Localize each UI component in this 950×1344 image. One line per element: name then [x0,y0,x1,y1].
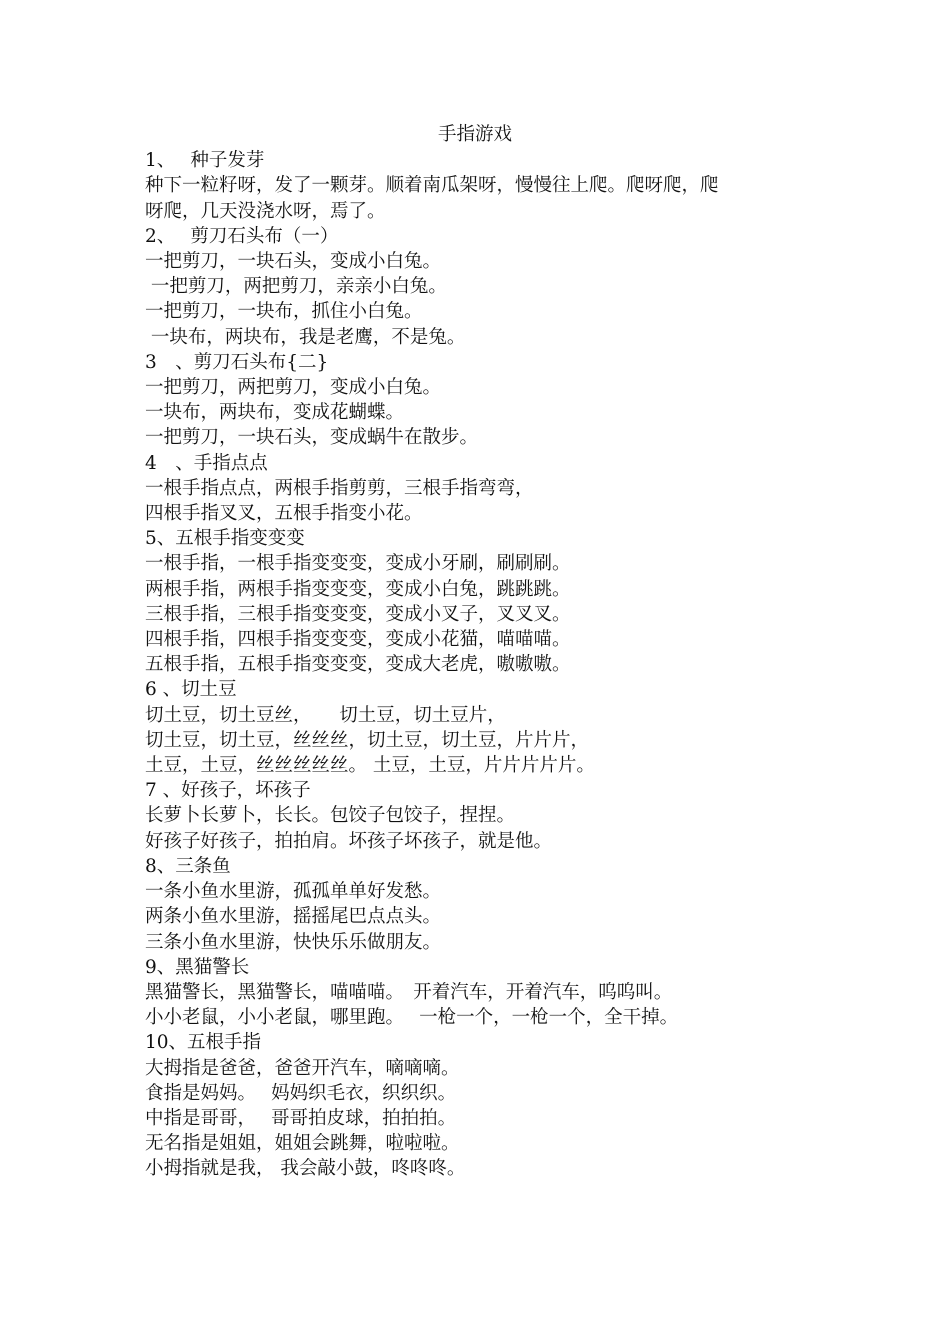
text-line: 一把剪刀，一块石头，变成蜗牛在散步。 [145,427,479,449]
text-line: 小拇指就是我， 我会敲小鼓，咚咚咚。 [145,1158,466,1180]
section-heading: 10、五根手指 [145,1032,262,1054]
text-line: 两根手指，两根手指变变变，变成小白兔，跳跳跳。 [145,578,571,600]
section-heading: 8、三条鱼 [145,855,231,877]
text-line: 切土豆，切土豆丝， 切土豆，切土豆片， [145,704,506,726]
text-line: 黑猫警长，黑猫警长，喵喵喵。 开着汽车，开着汽车，呜呜叫。 [145,981,673,1003]
text-line: 一把剪刀，一块石头，变成小白兔。 [145,251,442,273]
section-heading: 5、五根手指变变变 [145,528,305,550]
text-line: 中指是哥哥， 哥哥拍皮球，拍拍拍。 [145,1107,457,1129]
section-heading: 6 、切土豆 [145,679,237,701]
section-heading: 2、 剪刀石头布（一） [145,225,339,247]
text-line: 一块布，两块布，变成花蝴蝶。 [145,402,405,424]
section-heading: 9、黑猫警长 [145,956,250,978]
text-line: 切土豆，切土豆，丝丝丝，切土豆，切土豆，片片片， [145,729,590,751]
text-line: 小小老鼠，小小老鼠，哪里跑。 一枪一个，一枪一个，全干掉。 [145,1007,679,1029]
text-line: 食指是妈妈。 妈妈织毛衣，织织织。 [145,1082,457,1104]
text-line: 一把剪刀，一块布，抓住小白兔。 [145,301,423,323]
document-body [145,122,825,1182]
section-heading: 1、 种子发芽 [145,150,265,172]
text-line: 四根手指叉叉，五根手指变小花。 [145,503,423,525]
text-line: 种下一粒籽呀，发了一颗芽。顺着南瓜架呀，慢慢往上爬。爬呀爬，爬 [145,175,719,197]
text-line: 一把剪刀，两把剪刀，亲亲小白兔。 [145,276,447,298]
text-line: 三条小鱼水里游，快快乐乐做朋友。 [145,931,442,953]
text-line: 一条小鱼水里游，孤孤单单好发愁。 [145,881,442,903]
text-line: 两条小鱼水里游，摇摇尾巴点点头。 [145,906,442,928]
text-line: 好孩子好孩子，拍拍肩。坏孩子坏孩子，就是他。 [145,830,553,852]
text-line: 无名指是姐姐，姐姐会跳舞，啦啦啦。 [145,1133,460,1155]
section-heading: 3 、剪刀石头布{二} [145,351,329,373]
text-line: 大拇指是爸爸，爸爸开汽车，嘀嘀嘀。 [145,1057,460,1079]
document-title: 手指游戏 [437,124,512,145]
text-line: 呀爬，几天没浇水呀，焉了。 [145,200,386,222]
text-line: 一根手指，一根手指变变变，变成小牙刷，刷刷刷。 [145,553,571,575]
text-line: 一根手指点点，两根手指剪剪，三根手指弯弯， [145,477,534,499]
text-line: 长萝卜长萝卜，长长。包饺子包饺子，捏捏。 [145,805,516,827]
text-line: 五根手指，五根手指变变变，变成大老虎，嗷嗷嗷。 [145,654,571,676]
text-line: 一块布，两块布，我是老鹰，不是兔。 [145,326,466,348]
section-heading: 4 、手指点点 [145,452,268,474]
text-line: 四根手指，四根手指变变变，变成小花猫，喵喵喵。 [145,629,571,651]
text-line: 土豆，土豆，丝丝丝丝丝。 土豆，土豆，片片片片片。 [145,755,595,777]
text-line: 一把剪刀，两把剪刀，变成小白兔。 [145,377,442,399]
text-line: 三根手指，三根手指变变变，变成小叉子，叉叉叉。 [145,603,571,625]
section-heading: 7 、好孩子，坏孩子 [145,780,311,802]
